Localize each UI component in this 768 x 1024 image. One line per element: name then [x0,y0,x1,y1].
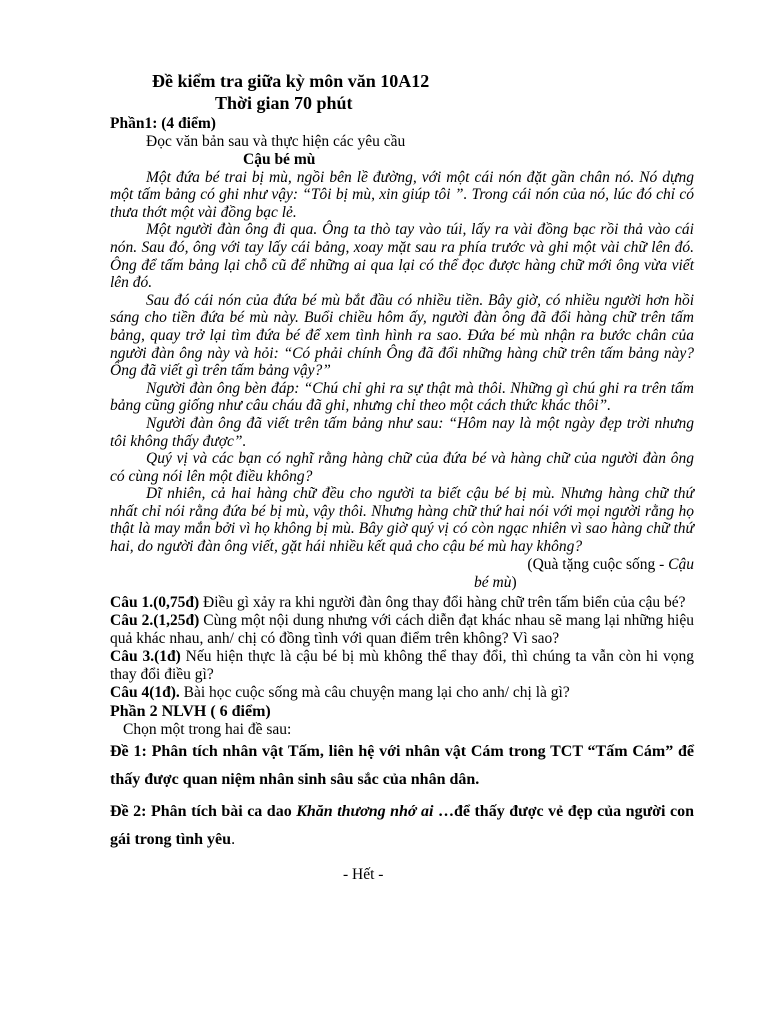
question-3 [110,648,694,684]
part1-instruction: Đọc văn bản sau và thực hiện các yêu cầu [146,133,406,150]
exam-title: Đề kiểm tra giữa kỳ môn văn 10A12 [152,71,430,91]
story-paragraph: Quý vị và các bạn có nghĩ rằng hàng chữ của đứa bé và hàng chữ của người đàn ông có cùng nói lên một điều không? [110,450,694,485]
question-label: Câu 1.(0,75đ) [110,593,200,611]
question-label: Câu 2.(1,25đ) [110,611,200,629]
story-paragraph: Sau đó cái nón của đứa bé mù bắt đầu có nhiều tiền. Bây giờ, có nhiều người hơn hồi sáng cho tiền đứa bé mù này. Buổi chiều hôm ấy, người đàn ông đã đổi hàng chữ trên tấm bảng, quay trở lại tìm đứa bé để xem tình hình ra sao. Đứa bé mù nhận ra bước chân của người đàn ông này và hỏi: “Có phải chính Ông đã đổi những hàng chữ trên tấm bảng này? Ông đã viết gì trên tấm bảng vậy?” [110,291,694,380]
story-source-line2 [474,574,694,592]
exam-time: Thời gian 70 phút [215,93,353,113]
story-paragraph: Dĩ nhiên, cả hai hàng chữ đều cho người ta biết cậu bé bị mù. Nhưng hàng chữ thứ nhất chỉ nói rằng đứa bé bị mù, vậy thôi. Nhưng hàng chữ thứ hai nói với mọi người rằng họ thật là may mắn bởi vì họ không bị mù. Bây giờ quý vị có còn ngạc nhiên vì sao hàng chữ thứ hai, do người đàn ông viết, gặt hái nhiều kết quả cho cậu bé mù hay không? [110,485,694,556]
source-prefix: (Quà tặng cuộc sống - [527,555,669,573]
question-4 [110,684,694,702]
source-title-part2: bé mù [474,573,512,591]
story-title: Cậu bé mù [243,150,316,168]
essay-topic-2 [110,798,694,854]
part1-heading: Phần1: (4 điểm) [110,115,216,132]
story-paragraph: Một người đàn ông đi qua. Ông ta thò tay vào túi, lấy ra vài đồng bạc rồi thả vào cái nón. Sau đó, ông với tay lấy cái bảng, xoay mặt sau ra phía trước và ghi một vài chữ lên đó. Ông để tấm bảng lại chỗ cũ để những ai qua lại có thể đọc được hàng chữ mới ông vừa viết lên đó. [110,221,694,292]
part2-instruction: Chọn một trong hai đề sau: [123,720,292,738]
topic2-end: . [231,831,236,849]
topic2-poem-title: Khăn thương nhớ ai [296,803,434,821]
part2-heading: Phần 2 NLVH ( 6 điểm) [110,702,271,720]
question-label: Câu 3.(1đ) [110,647,181,665]
essay-topic-1: Đề 1: Phân tích nhân vật Tấm, liên hệ với nhân vật Cám trong TCT “Tấm Cám” để thấy được quan niệm nhân sinh sâu sắc của nhân dân. [110,743,694,789]
question-text: Nếu hiện thực là cậu bé bị mù không thể thay đổi, thì chúng ta vẫn còn hi vọng thay đổi điều gì? [110,647,694,683]
question-label: Câu 4(1đ). [110,683,180,701]
end-marker: - Hết - [343,866,384,884]
topic2-prefix: Đề 2: Phân tích bài ca dao [110,803,297,821]
question-text: Điều gì xảy ra khi người đàn ông thay đổi hàng chữ trên tấm biển của cậu bé? [199,593,686,611]
source-suffix: ) [511,573,517,591]
story-paragraph: Người đàn ông đã viết trên tấm bảng như sau: “Hôm nay là một ngày đẹp trời nhưng tôi không thấy được”. [110,414,694,450]
question-text: Bài học cuộc sống mà câu chuyện mang lại cho anh/ chị là gì? [179,683,570,701]
story-source [110,556,694,574]
question-2 [110,612,694,648]
topic2-suffix: …để thấy được vẻ đẹp của người con gái trong tình yêu [110,803,694,849]
document-content [110,70,694,884]
question-text: Cùng một nội dung nhưng với cách diễn đạt khác nhau sẽ mang lại những hiệu quả khác nhau, anh/ chị có đồng tình với quan điểm trên không? Vì sao? [110,611,694,647]
source-title-part1: Cậu [668,555,694,573]
story-paragraph: Người đàn ông bèn đáp: “Chú chỉ ghi ra sự thật mà thôi. Những gì chú ghi ra trên tấm bảng cũng giống như câu cháu đã ghi, nhưng chỉ theo một cách thức khác thôi”. [110,379,694,415]
story-paragraph: Một đứa bé trai bị mù, ngồi bên lề đường, với một cái nón đặt gần chân nó. Nó dựng một tấm bảng có ghi như vậy: “Tôi bị mù, xin giúp tôi ”. Trong cái nón của nó, lúc đó chỉ có thưa thớt một vài đồng bạc lẻ. [110,168,694,221]
question-1 [110,594,694,612]
